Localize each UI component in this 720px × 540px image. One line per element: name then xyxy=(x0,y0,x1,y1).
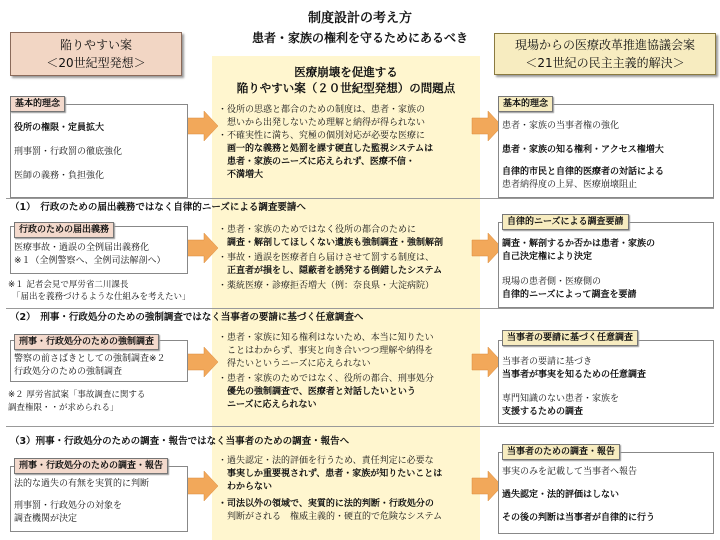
section1-center-line-2: 調査・解剖してほしくない遺族も強制調査・強制解剖 xyxy=(218,238,444,248)
right-title-line1: 現場からの医療改革推進協議会案 xyxy=(514,38,695,52)
section2-left-line-1: 警察の前さばきとしての強制調査※２ xyxy=(14,354,166,364)
center-title-line1: 医療崩壊を促進する xyxy=(294,65,398,79)
section0-left-tag: 基本的理念 xyxy=(10,96,65,112)
section3-right-tag: 当事者のための調査・報告 xyxy=(502,444,620,460)
section3-center-line-4: ・司法以外の領域で、実質的に法的判断・行政処分の xyxy=(218,499,434,509)
section2-left-line-2: 行政処分のための強制調査 xyxy=(14,367,123,377)
section2-center-line-1: ・患者・家族に知る権利はないため、本当に知りたい xyxy=(218,333,434,343)
section1-right-tag: 自律的ニーズによる調査要請 xyxy=(502,214,629,230)
section0-center-line-4: 画一的な義務と処罰を課す硬直した監視システムは xyxy=(218,144,434,154)
section0-center-line-2: 想いから出発しないため理解と納得が得られない xyxy=(218,118,426,128)
section1-center-line-1: ・患者・家族のためではなく役所の都合のために xyxy=(218,225,417,235)
section0-right-item-3: 自律的市民と自律的医療者の対話による xyxy=(502,167,665,177)
section2-center-line-6: ニーズに応えられない xyxy=(218,400,317,410)
section2-note-2: 調査権限・・が求められる」 xyxy=(8,403,119,413)
divider-3 xyxy=(6,426,714,427)
section2-center-line-4: ・患者・家族のためではなく、役所の都合、刑事処分 xyxy=(218,374,434,384)
section3-center-line-3: わからない xyxy=(218,482,273,492)
section2-center-line-3: 得たいというニーズに応えられない xyxy=(218,359,371,369)
section2-center-line-2: ことはわからず、事実と向き合いつつ理解や納得を xyxy=(218,346,434,356)
section3-right-line-3: その後の判断は当事者が自律的に行う xyxy=(502,513,656,523)
section1-right-line-1: 調査・解剖するか否かは患者・家族の xyxy=(502,239,656,249)
section0-right-item-2: 患者・家族の知る権利・アクセス権増大 xyxy=(502,145,664,155)
section0-right-item-4: 患者納得度の上昇、医療崩壊阻止 xyxy=(502,180,638,190)
left-title-line2: ＜20世紀型発想＞ xyxy=(46,56,146,70)
section0-center-line-5: 患者・家族のニーズに応えられず、医療不信・ xyxy=(218,157,415,167)
section0-right-tag: 基本的理念 xyxy=(498,96,553,112)
divider-2 xyxy=(6,308,714,309)
center-title-line2: 陥りやすい案（２０世紀型発想）の問題点 xyxy=(236,81,456,95)
page-subtitle: 患者・家族の権利を守るためにあるべき xyxy=(251,31,468,45)
left-title-line1: 陥りやすい案 xyxy=(59,38,132,52)
section0-center-line-6: 不満増大 xyxy=(218,170,264,180)
arrow-1-left xyxy=(186,233,218,263)
section0-left-item-1: 役所の権限・定員拡大 xyxy=(14,123,105,133)
section2-right-line-3: 専門知識のない患者・家族を xyxy=(502,394,620,404)
section3-heading: （3）刑事・行政処分のための調査・報告ではなく当事者のための調査・報告へ xyxy=(10,436,350,447)
section3-right-line-1: 事実のみを記載して当事者へ報告 xyxy=(502,467,638,477)
section2-left-tag: 刑事・行政処分のための強制調査 xyxy=(14,334,159,350)
section1-left-line-1: 医療事故・過誤の全例届出義務化 xyxy=(14,243,150,253)
section2-right-line-1: 当事者の要請に基づき xyxy=(502,357,593,367)
right-title-line2: ＜21世紀の民主主義的解決＞ xyxy=(525,56,685,70)
arrow-2-left xyxy=(186,347,218,377)
page-title: 制度設計の考え方 xyxy=(307,11,412,26)
section1-right-line-2: 自己決定権により決定 xyxy=(502,252,593,262)
arrow-3-left xyxy=(186,471,218,501)
section1-center-line-5: ・薬統医療・診療拒否増大（例：奈良県・大淀病院） xyxy=(218,281,435,291)
section3-right-line-2: 過失認定・法的評価はしない xyxy=(502,490,620,500)
section0-center-line-3: ・不確実性に満ち、究極の個別対応が必要な医療に xyxy=(218,131,426,141)
section2-center-line-5: 優先の強制調査で、医療者と対話したいという xyxy=(218,387,416,397)
section1-right-line-4: 自律的ニーズによって調査を要請 xyxy=(502,290,637,300)
arrow-0-left xyxy=(186,111,218,141)
section3-center-line-2: 事実しか重要視されず、患者・家族が知りたいことは xyxy=(218,469,443,479)
section3-center-line-1: ・過失認定・法的評価を行うため、責任判定に必要な xyxy=(218,456,434,466)
section2-note-1: ※２ 厚労省試案「事故調査に関する xyxy=(8,390,146,400)
divider-1 xyxy=(6,198,714,199)
section1-center-line-4: 正直者が損をし、隠蔽者を誘発する倒錯したシステム xyxy=(218,266,443,276)
section2-right-tag: 当事者の要請に基づく任意調査 xyxy=(502,330,638,346)
section1-note-2: 「届出を義務づけるような仕組みを考えたい」 xyxy=(12,292,191,302)
section0-left-item-3: 医師の義務・負担強化 xyxy=(14,171,105,181)
section1-right-line-3: 現場の患者側・医療側の xyxy=(502,277,602,287)
section3-left-line-3: 調査機関が決定 xyxy=(14,514,78,524)
section3-left-line-2: 刑事罰・行政処分の対象を xyxy=(14,501,123,511)
section1-left-tag: 行政のための届出義務 xyxy=(14,222,114,238)
section1-heading: （1） 行政のための届出義務ではなく自律的ニーズによる調査要請へ xyxy=(10,202,306,213)
section2-heading: （2） 刑事・行政処分のための強制調査ではなく当事者の要請に基づく任意調査へ xyxy=(10,312,364,323)
section3-left-line-1: 法的な過失の有無を実質的に判断 xyxy=(14,479,150,489)
section1-left-line-2: ※１（全例警察へ、全例司法解剖へ） xyxy=(14,256,166,266)
section1-center-line-3: ・事故・過誤を医療者自ら届けさせて罰する制度は、 xyxy=(218,253,435,263)
section0-right-item-1: 患者・家族の当事者権の強化 xyxy=(502,121,620,131)
section3-left-tag: 刑事・行政処分のための調査・報告 xyxy=(14,458,168,474)
section2-right-line-2: 当事者が事実を知るための任意調査 xyxy=(502,370,647,380)
section3-center-line-5: 判断がされる 権威主義的・硬直的で危険なシステム xyxy=(218,512,443,522)
section0-left-item-2: 刑事罰・行政罰の徹底強化 xyxy=(14,147,123,157)
section0-center-line-1: ・役所の思惑と都合のための制度は、患者・家族の xyxy=(218,105,426,115)
section2-right-line-4: 支援するための調査 xyxy=(502,407,584,417)
section1-note-1: ※１ 記者会見で厚労省二川課長 xyxy=(8,280,129,290)
